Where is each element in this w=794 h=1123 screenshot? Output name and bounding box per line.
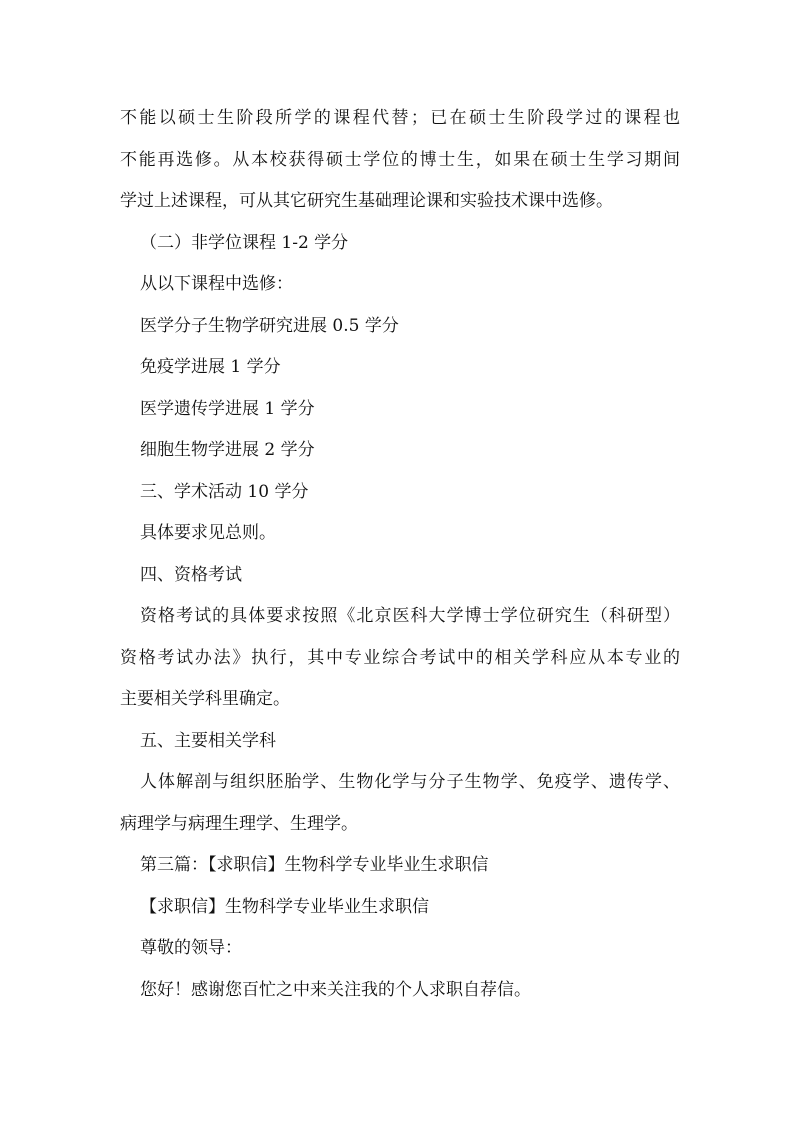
letter-salutation: 尊敬的领导： (140, 938, 242, 958)
course-item: 细胞生物学进展 2 学分 (140, 440, 315, 460)
letter-title: 【求职信】生物科学专业毕业生求职信 (140, 896, 429, 917)
paragraph-line: 从以下课程中选修： (140, 274, 293, 294)
section-heading: （二）非学位课程 1-2 学分 (140, 232, 349, 253)
paragraph-line: 学过上述课程，可从其它研究生基础理论课和实验技术课中选修。 (120, 191, 613, 211)
course-item: 医学遗传学进展 1 学分 (140, 398, 315, 419)
section-heading: 五、主要相关学科 (140, 730, 276, 751)
letter-greeting: 您好！感谢您百忙之中来关注我的个人求职自荐信。 (140, 979, 531, 1000)
paragraph-line: 主要相关学科里确定。 (120, 689, 290, 709)
paragraph-line: 资格考试的具体要求按照《北京医科大学博士学位研究生（科研型） (140, 606, 680, 626)
paragraph-line: 不能以硕士生阶段所学的课程代替；已在硕士生阶段学过的课程也 (120, 108, 680, 128)
section-heading: 四、资格考试 (140, 564, 242, 585)
course-item: 免疫学进展 1 学分 (140, 357, 281, 377)
paragraph-line: 人体解剖与组织胚胎学、生物化学与分子生物学、免疫学、遗传学、 (140, 772, 680, 792)
article-title: 第三篇：【求职信】生物科学专业毕业生求职信 (140, 855, 489, 875)
paragraph-line: 病理学与病理生理学、生理学。 (120, 813, 358, 834)
course-item: 医学分子生物学研究进展 0.5 学分 (140, 315, 399, 336)
document-body (120, 98, 680, 1011)
paragraph-line: 不能再选修。从本校获得硕士学位的博士生，如果在硕士生学习期间 (120, 149, 680, 170)
paragraph-line: 具体要求见总则。 (140, 523, 276, 543)
paragraph-line: 资格考试办法》执行，其中专业综合考试中的相关学科应从本专业的 (120, 647, 680, 668)
section-heading: 三、学术活动 10 学分 (140, 481, 309, 502)
